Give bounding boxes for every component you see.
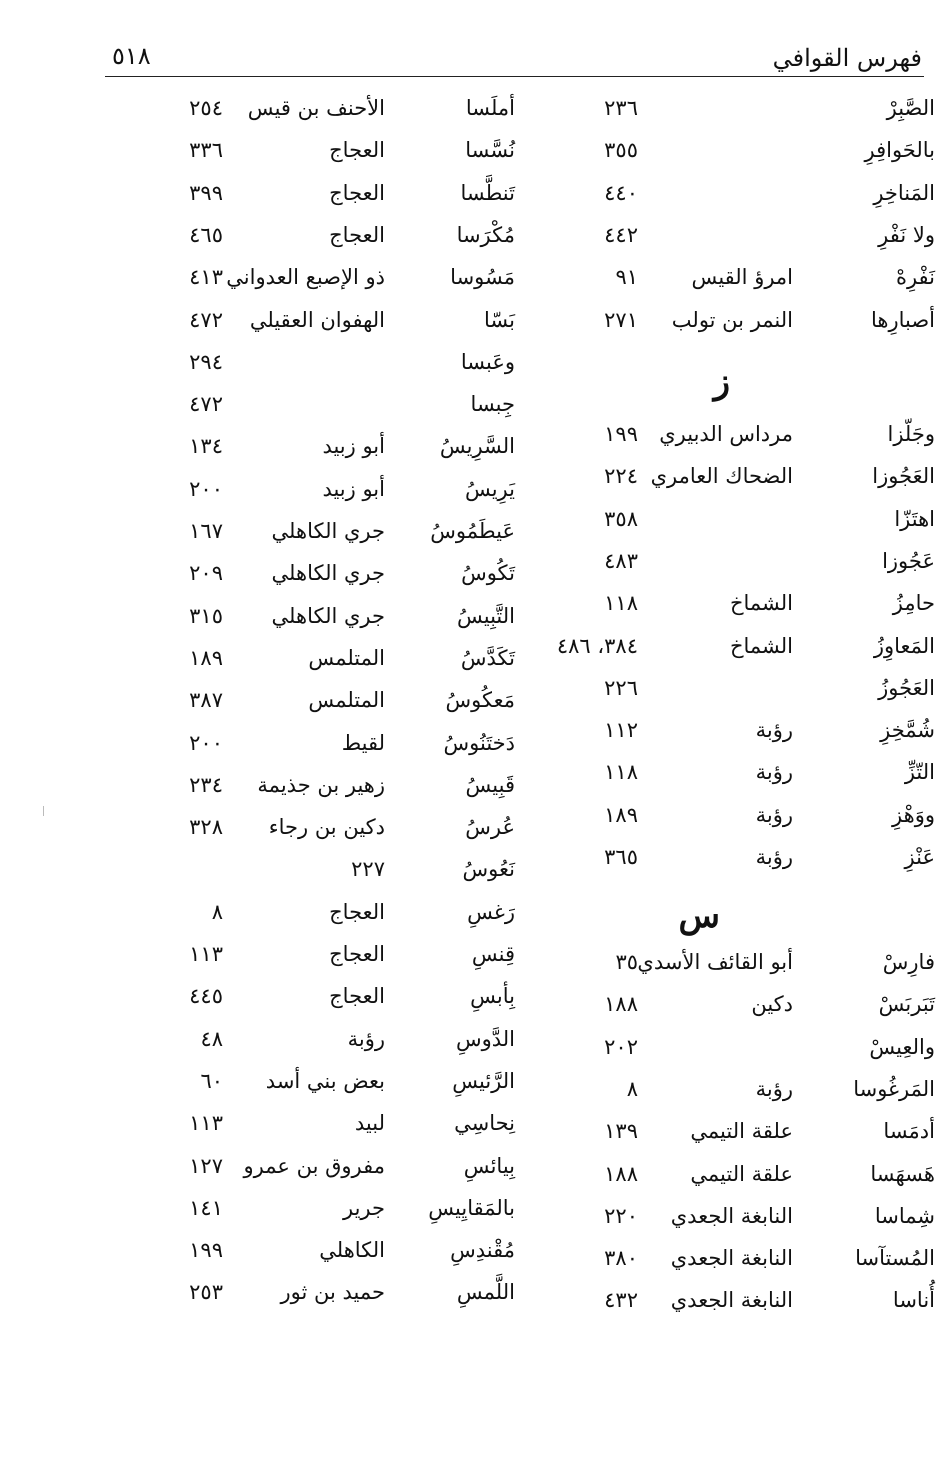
rhyme-word: ولا نَفْرِ (878, 222, 935, 247)
rhyme-word: نِحاسِي (454, 1111, 515, 1136)
poet-name: لبيد (354, 1111, 385, 1136)
poet-name: حميد بن ثور (280, 1280, 385, 1305)
index-entry-row (535, 1237, 935, 1279)
rhyme-word: الصَّبِرْ (886, 96, 935, 120)
poet-name: العجاج (329, 942, 385, 966)
index-entry-row (160, 510, 515, 552)
rhyme-word: ووَهْزِ (892, 802, 935, 827)
poet-name: المتلمس (308, 688, 385, 713)
poet-name: رؤبة (755, 760, 793, 785)
poet-name: رؤبة (755, 718, 793, 743)
rhyme-word: وجَلّزا (887, 422, 935, 446)
rhyme-word: اللَّمسِ (456, 1280, 515, 1305)
index-entry-row (535, 214, 935, 256)
margin-mark (43, 806, 44, 816)
page-reference: ٨ (626, 1076, 638, 1101)
poet-name: رؤبة (755, 802, 793, 827)
rhyme-word: مُكْرَسا (456, 222, 515, 247)
index-entry-row (160, 679, 515, 721)
poet-name: جرير (343, 1195, 385, 1220)
index-entry-row (535, 836, 935, 878)
index-entry-row (160, 1145, 515, 1187)
poet-name: المتلمس (308, 645, 385, 670)
index-entry-row (160, 637, 515, 679)
page-reference: ٢٣٦ (604, 96, 638, 120)
section-letter-sin: س (678, 896, 720, 936)
section-letter-zay: ز (713, 362, 730, 402)
rhyme-word: أدمَسا (883, 1119, 935, 1144)
index-entry-row (160, 806, 515, 848)
rhyme-word: يَرِيسُ (464, 476, 515, 501)
page-reference: ١٦٧ (189, 519, 223, 543)
rhyme-word: عَجُوزا (882, 548, 935, 573)
rhyme-word: أُناسا (892, 1288, 935, 1313)
rhyme-word: مُقْندِسِ (450, 1238, 515, 1263)
index-entry-row (160, 933, 515, 975)
poet-name: أبو زبيد (322, 434, 385, 459)
poet-name: جري الكاهلي (271, 603, 385, 628)
page-reference: ٣٦٥ (604, 845, 638, 869)
page-reference: ٢٢٤ (604, 464, 638, 489)
rhyme-word: نُسَّسا (465, 138, 515, 163)
poet-name: النابغة الجعدي (670, 1203, 793, 1228)
page-reference: ٢٢٠ (604, 1203, 638, 1228)
index-entry-row (160, 172, 515, 214)
index-entry-row (535, 1153, 935, 1195)
rhyme-word: وعَبسا (460, 349, 515, 374)
page-reference: ١٨٨ (604, 992, 638, 1017)
page-reference: ٦٠ (200, 1068, 223, 1093)
index-entry-row (160, 1229, 515, 1271)
page-reference: ٢٥٤ (189, 96, 223, 120)
page-reference: ٤٨ (200, 1026, 223, 1051)
page-reference: ٢٠٠ (189, 476, 223, 501)
index-entry-row (160, 722, 515, 764)
page-reference: ٢٩٤ (189, 349, 223, 374)
poet-name: الشماخ (729, 633, 793, 658)
index-entry-row (535, 1068, 935, 1110)
page-reference: ٤٣٢ (604, 1288, 638, 1313)
index-entry-row (535, 983, 935, 1025)
index-entry-row (160, 299, 515, 341)
rhyme-word: أملَسا (465, 96, 515, 120)
rhyme-word: العَجُوزُ (878, 675, 935, 700)
page-reference: ٣٢٨ (189, 815, 223, 840)
rhyme-word: مَسُوسا (450, 265, 515, 290)
rhyme-word: تَبَربَسْ (878, 992, 935, 1017)
page-reference: ٣٨٠ (604, 1246, 638, 1271)
rhyme-word: حامِزُ (892, 591, 935, 616)
page-reference: ٢٠٩ (189, 561, 223, 586)
poet-name: النابغة الجعدي (670, 1246, 793, 1271)
rhyme-word: التَّبِيسُ (456, 603, 515, 628)
page-reference: ١٨٨ (604, 1161, 638, 1186)
rhyme-word: شِماسا (874, 1203, 935, 1228)
rhyme-word: اهتَزّا (894, 506, 935, 531)
running-title: فهرس القوافي (772, 44, 922, 72)
index-entry-row (535, 625, 935, 667)
poet-name: امرؤ القيس (691, 265, 793, 290)
rhyme-word: عَيطَمُوسُ (430, 519, 515, 543)
rhyme-word: والعِيسْ (869, 1034, 935, 1059)
page-reference: ٤١٣ (189, 265, 223, 290)
index-entry-row (535, 582, 935, 624)
page-reference: ٣٨٧ (189, 688, 223, 713)
rhyme-word: التّزِّ (904, 760, 935, 785)
index-entry-row (160, 552, 515, 594)
page-reference: ١١٣ (189, 1111, 223, 1136)
poet-name: ذو الإصبع العدواني (226, 265, 385, 290)
page-reference: ٤٧٢ (189, 392, 223, 417)
rhyme-word: المَعاوِزُ (873, 633, 935, 658)
poet-name: رؤبة (347, 1026, 385, 1051)
rhyme-word: تَنطَّسا (460, 180, 515, 205)
poet-name: دكين بن رجاء (268, 815, 385, 840)
rhyme-word: الدَّوسِ (455, 1026, 515, 1051)
index-entry-row (535, 794, 935, 836)
page-reference: ٣٥ (615, 950, 638, 974)
page-reference: ٨ (211, 899, 223, 924)
index-entry-row (160, 1018, 515, 1060)
poet-name: الأحنف بن قيس (247, 96, 385, 120)
poet-name: جري الكاهلي (271, 519, 385, 543)
poet-name: لقيط (341, 730, 385, 755)
poet-name: العجاج (329, 222, 385, 247)
poet-name: الضحاك العامري (650, 464, 793, 489)
page-reference: ٢٣٤ (189, 772, 223, 797)
index-entry-row (160, 214, 515, 256)
page-reference: ٣٥٨ (604, 506, 638, 531)
index-entry-row (535, 299, 935, 341)
index-entry-row (535, 709, 935, 751)
index-entry-row (535, 941, 935, 983)
index-entry-row (535, 1279, 935, 1321)
page-number: ٥١٨ (112, 42, 151, 70)
page-reference: ٢٠٠ (189, 730, 223, 755)
poet-name: رؤبة (755, 845, 793, 869)
index-entry-row (535, 751, 935, 793)
rhyme-word: بالمَقايِيسِ (428, 1195, 515, 1220)
page-reference: ٤٤٢ (604, 222, 638, 247)
page-reference: ١٨٩ (189, 645, 223, 670)
rhyme-word: السَّرِيسُ (439, 434, 515, 459)
index-entry-row (535, 455, 935, 497)
rhyme-word: العَجُوزا (872, 464, 935, 489)
poet-name: دكين (751, 992, 793, 1017)
page-reference: ١٩٩ (604, 422, 638, 446)
poet-name: جري الكاهلي (271, 561, 385, 586)
page-reference: ١٣٩ (604, 1119, 638, 1144)
page-reference: ٢٥٣ (189, 1280, 223, 1305)
rhyme-word: المَرغُوسا (853, 1076, 935, 1101)
page-reference: ٣٩٩ (189, 180, 223, 205)
index-entry-row (160, 425, 515, 467)
header-rule (105, 76, 924, 77)
poet-name: زهير بن جذيمة (257, 772, 385, 797)
rhyme-word: نَفْرِهْ (895, 265, 935, 290)
index-entry-row (160, 975, 515, 1017)
poet-name: علقة التيمي (690, 1119, 793, 1144)
rhyme-word: رَغسِ (467, 899, 515, 924)
page-reference: ١٨٩ (604, 802, 638, 827)
index-entry-row (160, 1060, 515, 1102)
rhyme-word: تَكَدَّسُ (460, 645, 515, 670)
rhyme-word: عُرسُ (465, 815, 515, 840)
rhyme-word: مَعكُوسُ (445, 688, 515, 713)
poet-name: مرداس الدبيري (659, 422, 793, 446)
page-reference: ٩١ (615, 265, 638, 290)
poet-name: العجاج (329, 138, 385, 163)
index-entry-row (535, 667, 935, 709)
page-reference: ٤٤٥ (189, 984, 223, 1009)
rhyme-word: نَعُوسُ (462, 857, 515, 882)
rhyme-word: قَبِيسُ (465, 772, 515, 797)
page-reference: ١١٢ (604, 718, 638, 743)
page-reference: ٢٢٦ (604, 675, 638, 700)
page-reference: ٤٤٠ (604, 180, 638, 205)
index-entry-row (160, 891, 515, 933)
poet-name: أبو القائف الأسدي (637, 950, 793, 974)
page-reference: ٤٧٢ (189, 307, 223, 332)
rhyme-word: الرَّئيسِ (452, 1068, 515, 1093)
poet-name: أبو زبيد (322, 476, 385, 501)
rhyme-word: دَختَنُوسُ (443, 730, 515, 755)
rhyme-word: المَناخِرِ (873, 180, 935, 205)
rhyme-word: فارِسْ (882, 950, 935, 974)
index-entry-row (160, 595, 515, 637)
poet-name: ٢٢٧ (351, 857, 385, 882)
rhyme-word: قِنسِ (471, 942, 515, 966)
poet-name: مفروق بن عمرو (243, 1153, 385, 1178)
index-entry-row (160, 468, 515, 510)
index-entry-row (160, 341, 515, 383)
index-entry-row (535, 540, 935, 582)
page-reference: ١٢٧ (189, 1153, 223, 1178)
rhyme-word: هَسهَسا (870, 1161, 935, 1186)
page-reference: ٣٨٤، ٤٨٦ (556, 633, 638, 658)
rhyme-word: بِيائسِ (463, 1153, 515, 1178)
index-entry-row (535, 498, 935, 540)
poet-name: الكاهلي (319, 1238, 385, 1263)
index-entry-row (160, 848, 515, 890)
page-reference: ١٩٩ (189, 1238, 223, 1263)
page-reference: ٤٦٥ (189, 222, 223, 247)
index-entry-row (535, 87, 935, 129)
index-entry-row (160, 129, 515, 171)
page-reference: ٢٧١ (604, 307, 638, 332)
rhyme-word: أصبارِها (870, 307, 935, 332)
index-entry-row (535, 129, 935, 171)
rhyme-word: شُمَّخِزِ (880, 718, 935, 743)
index-entry-row (160, 1271, 515, 1313)
poet-name: العجاج (329, 899, 385, 924)
index-entry-row (535, 1026, 935, 1068)
page-reference: ١٤١ (189, 1195, 223, 1220)
index-entry-row (160, 1102, 515, 1144)
poet-name: بعض بني أسد (265, 1068, 385, 1093)
index-entry-row (535, 1195, 935, 1237)
page-reference: ٤٨٣ (604, 548, 638, 573)
page-reference: ٣١٥ (189, 603, 223, 628)
poet-name: رؤبة (755, 1076, 793, 1101)
page-reference: ١١٨ (604, 591, 638, 616)
page-reference: ٢٠٢ (604, 1034, 638, 1059)
poet-name: العجاج (329, 984, 385, 1009)
poet-name: النابغة الجعدي (670, 1288, 793, 1313)
rhyme-word: بَسّا (484, 307, 515, 332)
rhyme-word: بِأبسِ (470, 984, 515, 1009)
index-entry-row (160, 256, 515, 298)
poet-name: الشماخ (729, 591, 793, 616)
index-entry-row (160, 764, 515, 806)
page-reference: ١١٣ (189, 942, 223, 966)
poet-name: النمر بن تولب (671, 307, 793, 332)
rhyme-word: جِبسا (470, 392, 515, 417)
index-entry-row (535, 1110, 935, 1152)
index-entry-row (535, 413, 935, 455)
rhyme-word: تَكُوسُ (461, 561, 515, 586)
poet-name: علقة التيمي (690, 1161, 793, 1186)
rhyme-word: بالحَوافِرِ (864, 138, 935, 163)
page-reference: ١١٨ (604, 760, 638, 785)
rhyme-word: عَنْزِ (904, 845, 935, 869)
index-entry-row (160, 87, 515, 129)
page-header (0, 0, 938, 80)
index-entry-row (160, 1187, 515, 1229)
rhyme-word: المُستآسا (855, 1246, 935, 1271)
poet-name: الهفوان العقيلي (249, 307, 385, 332)
index-entry-row (160, 383, 515, 425)
page-reference: ٣٥٥ (604, 138, 638, 163)
index-entry-row (535, 256, 935, 298)
page-reference: ١٣٤ (189, 434, 223, 459)
poet-name: العجاج (329, 180, 385, 205)
index-entry-row (535, 172, 935, 214)
page-reference: ٣٣٦ (189, 138, 223, 163)
